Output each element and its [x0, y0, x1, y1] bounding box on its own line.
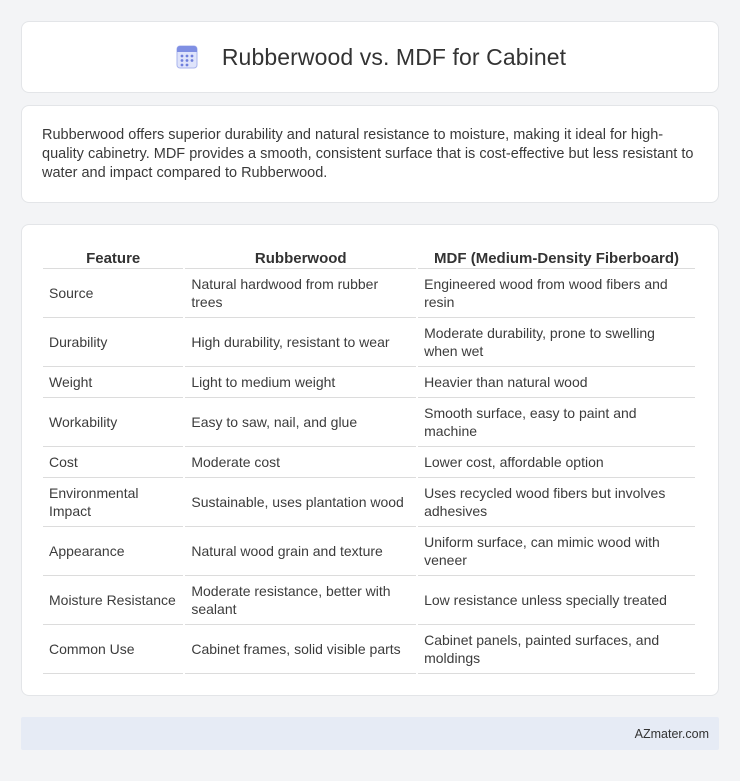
table-row — [43, 398, 695, 447]
table-row — [43, 625, 695, 674]
header-feature: Feature — [43, 247, 183, 269]
document-table-icon — [174, 44, 200, 70]
feature-cell: Source — [43, 269, 183, 318]
table-row — [43, 527, 695, 576]
rubberwood-cell: Easy to saw, nail, and glue — [185, 398, 416, 447]
feature-cell: Moisture Resistance — [43, 576, 183, 625]
mdf-cell: Engineered wood from wood fibers and resin — [418, 269, 695, 318]
feature-cell: Appearance — [43, 527, 183, 576]
rubberwood-cell: Natural hardwood from rubber trees — [185, 269, 416, 318]
feature-cell: Workability — [43, 398, 183, 447]
table-row — [43, 269, 695, 318]
intro-text: Rubberwood offers superior durability and natural resistance to moisture, making it ideal for high-quality cabinetry. MDF provides a smooth, consistent surface that is cost-effective but less resistant to water and impact compared to Rubberwood. — [42, 127, 694, 181]
table-row — [43, 576, 695, 625]
feature-cell: Durability — [43, 318, 183, 367]
table-row — [43, 367, 695, 398]
rubberwood-cell: Light to medium weight — [185, 367, 416, 398]
rubberwood-cell: Moderate resistance, better with sealant — [185, 576, 416, 625]
mdf-cell: Smooth surface, easy to paint and machine — [418, 398, 695, 447]
mdf-cell: Heavier than natural wood — [418, 367, 695, 398]
table-header-row — [43, 247, 695, 269]
intro-card — [21, 105, 719, 203]
header-rubberwood: Rubberwood — [185, 247, 416, 269]
comparison-table-card — [21, 224, 719, 696]
mdf-cell: Lower cost, affordable option — [418, 447, 695, 478]
feature-cell: Common Use — [43, 625, 183, 674]
mdf-cell: Low resistance unless specially treated — [418, 576, 695, 625]
mdf-cell: Moderate durability, prone to swelling when wet — [418, 318, 695, 367]
rubberwood-cell: Cabinet frames, solid visible parts — [185, 625, 416, 674]
feature-cell: Environmental Impact — [43, 478, 183, 527]
footer-bar — [21, 717, 719, 750]
rubberwood-cell: High durability, resistant to wear — [185, 318, 416, 367]
title-card — [21, 21, 719, 93]
table-row — [43, 318, 695, 367]
mdf-cell: Uniform surface, can mimic wood with veneer — [418, 527, 695, 576]
rubberwood-cell: Sustainable, uses plantation wood — [185, 478, 416, 527]
feature-cell: Cost — [43, 447, 183, 478]
rubberwood-cell: Moderate cost — [185, 447, 416, 478]
header-mdf: MDF (Medium-Density Fiberboard) — [418, 247, 695, 269]
page-title: Rubberwood vs. MDF for Cabinet — [221, 43, 567, 70]
rubberwood-cell: Natural wood grain and texture — [185, 527, 416, 576]
feature-cell: Weight — [43, 367, 183, 398]
footer-brand: AZmater.com — [634, 726, 709, 741]
mdf-cell: Uses recycled wood fibers but involves adhesives — [418, 478, 695, 527]
table-row — [43, 478, 695, 527]
mdf-cell: Cabinet panels, painted surfaces, and moldings — [418, 625, 695, 674]
comparison-table — [41, 247, 697, 674]
table-row — [43, 447, 695, 478]
